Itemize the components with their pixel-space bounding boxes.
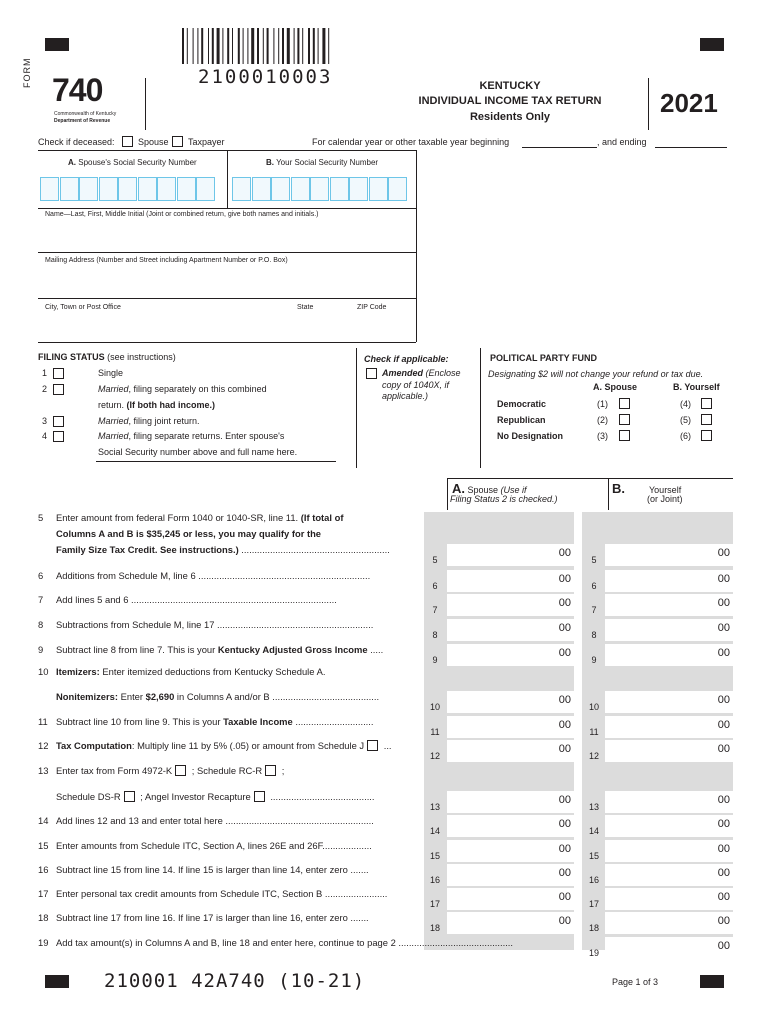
column-a-cents: 00 <box>558 915 571 927</box>
party-name: Republican <box>497 415 546 425</box>
deceased-spouse-label: Spouse <box>138 137 169 147</box>
column-a-line-number: 16 <box>429 875 440 885</box>
tax-line-number: 8 <box>38 619 44 630</box>
barcode-bar <box>201 28 203 64</box>
ssn-digit-box[interactable] <box>271 177 290 201</box>
your-ssn-letter: B. <box>266 158 274 167</box>
tax-line-text: Subtract line 17 from line 16. If line 17 is larger than line 16, enter zero ....... <box>56 912 369 923</box>
tax-line-text: Add lines 12 and 13 and enter total here ......................................................... <box>56 815 374 826</box>
barcode-bar <box>313 28 315 64</box>
barcode-bar <box>227 28 229 64</box>
column-a-line-number: 13 <box>429 802 440 812</box>
column-b-cents: 00 <box>717 843 730 855</box>
ssn-digit-box[interactable] <box>310 177 329 201</box>
ssn-digit-box[interactable] <box>252 177 271 201</box>
barcode-bar <box>328 28 329 64</box>
tax-line-number: 6 <box>38 570 44 581</box>
barcode-bar <box>318 28 319 64</box>
tax-line <box>38 544 390 555</box>
tax-line-text: Schedule DS-R <box>56 791 121 802</box>
year-begin-field[interactable] <box>522 147 597 148</box>
state-label: State <box>297 304 314 311</box>
column-a-label: Spouse <box>467 485 499 495</box>
column-a-cents: 00 <box>558 597 571 609</box>
page-number: Page 1 of 3 <box>612 977 659 987</box>
tax-line-bold: (If total of <box>300 512 344 523</box>
rule <box>38 208 416 209</box>
tax-line-text: Additions from Schedule M, line 6 .................................................................. <box>56 570 371 581</box>
footer-code: 210001 42A740 (10-21) <box>104 970 366 992</box>
party-option-spouse-num: (1) <box>597 399 608 409</box>
spouse-ssn-label <box>68 158 197 167</box>
column-a-note: (Use if <box>498 485 527 495</box>
zip-label: ZIP Code <box>357 304 387 311</box>
agency-line2: Department of Revenue <box>54 118 111 124</box>
column-a-line-number: 15 <box>429 851 440 861</box>
column-a-letter: A. <box>452 481 465 496</box>
rule <box>447 478 448 510</box>
party-col-a: A. Spouse <box>593 382 638 392</box>
title-line2: INDIVIDUAL INCOME TAX RETURN <box>418 95 602 107</box>
deceased-taxpayer-label: Taxpayer <box>188 137 225 147</box>
your-ssn-text: Your Social Security Number <box>276 158 379 167</box>
barcode-bar <box>294 28 295 64</box>
barcode-bar <box>232 28 233 64</box>
rule <box>416 150 417 342</box>
column-a-cents: 00 <box>558 694 571 706</box>
column-b-letter: B. <box>612 481 625 496</box>
filing-status-text: return. (If both had income.) <box>98 400 216 410</box>
column-b-line-number: 10 <box>588 702 599 712</box>
rule <box>38 252 416 253</box>
barcode-bar <box>287 28 290 64</box>
tax-line-text: Add tax amount(s) in Columns A and B, line 18 and enter here, continue to page 2 ............................................ <box>56 937 514 948</box>
tax-line <box>38 570 370 581</box>
tax-line-number: 18 <box>38 912 49 923</box>
tax-line <box>38 840 372 851</box>
column-b-cents: 00 <box>717 891 730 903</box>
tax-line <box>38 912 369 923</box>
party-checkbox-spouse[interactable] <box>619 414 630 425</box>
barcode-number: 2100010003 <box>198 66 333 88</box>
tax-line-text: Enter tax from Form 4972-K <box>56 765 173 776</box>
amended-title: Amended <box>382 368 424 378</box>
column-b-line-number: 12 <box>588 751 599 761</box>
tax-line-text2: ... <box>381 740 392 751</box>
ssn-digit-box[interactable] <box>60 177 79 201</box>
header-divider <box>145 78 146 130</box>
ssn-digit-box[interactable] <box>177 177 196 201</box>
barcode-bar <box>247 28 248 64</box>
spouse-ssn-letter: A. <box>68 158 76 167</box>
party-option-yourself-num: (6) <box>680 431 691 441</box>
party-option-yourself-num: (4) <box>680 399 691 409</box>
tax-line-bold: Taxable Income <box>223 716 293 727</box>
ssn-digit-box[interactable] <box>138 177 157 201</box>
deceased-spouse-checkbox[interactable] <box>122 136 133 147</box>
tax-line-number: 10 <box>38 666 49 677</box>
column-b-cents: 00 <box>717 743 730 755</box>
tax-line-text: Enter <box>118 691 146 702</box>
tax-line-text: Subtract line 8 from line 7. This is your <box>56 644 218 655</box>
column-b-label: Yourself <box>649 485 682 495</box>
column-a-cents: 00 <box>558 743 571 755</box>
filing-status-number: 3 <box>42 416 48 426</box>
amended-line3: applicable.) <box>382 391 429 401</box>
barcode-bar <box>278 28 279 64</box>
tax-line-text2: .............................. <box>292 716 374 727</box>
column-b-cents: 00 <box>717 915 730 927</box>
filing-status-checkbox[interactable] <box>53 431 64 442</box>
column-b-line-number: 16 <box>588 875 599 885</box>
tax-line-bold: Itemizers: <box>56 666 100 677</box>
filing-status-note: (see instructions) <box>104 352 176 362</box>
tax-line-text: ......................................................... <box>238 544 390 555</box>
agency-line1: Commonwealth of Kentucky <box>54 111 117 117</box>
column-a-cents: 00 <box>558 647 571 659</box>
registration-mark <box>45 38 69 51</box>
column-a-cents: 00 <box>558 719 571 731</box>
party-checkbox-spouse[interactable] <box>619 430 630 441</box>
column-b-line-number: 15 <box>588 851 599 861</box>
ssn-digit-box[interactable] <box>196 177 215 201</box>
barcode-bar <box>217 28 220 64</box>
column-a-line-number: 5 <box>432 555 438 565</box>
your-ssn-label <box>266 158 378 167</box>
amended-label <box>382 368 461 378</box>
tax-line-number: 19 <box>38 937 49 948</box>
filing-status-number: 1 <box>42 368 48 378</box>
ssn-digit-box[interactable] <box>291 177 310 201</box>
filing-status-lead: Married <box>98 416 129 426</box>
title-line3: Residents Only <box>469 111 551 123</box>
column-b-cents: 00 <box>717 940 730 952</box>
column-a-cents: 00 <box>558 818 571 830</box>
column-a-line-number: 9 <box>432 655 438 665</box>
column-a-line-number: 17 <box>429 899 440 909</box>
column-b-cents: 00 <box>717 694 730 706</box>
tax-line-text: Add lines 5 and 6 ............................................................................... <box>56 594 337 605</box>
column-a-line-number: 11 <box>430 727 440 737</box>
party-option-spouse-num: (3) <box>597 431 608 441</box>
party-fund-title: POLITICAL PARTY FUND <box>490 353 598 363</box>
inline-checkbox[interactable] <box>265 765 276 776</box>
column-b-cents: 00 <box>717 719 730 731</box>
barcode-bar <box>243 28 244 64</box>
barcode <box>180 28 368 68</box>
barcode-bar <box>238 28 240 64</box>
column-b-cents: 00 <box>717 622 730 634</box>
tax-line-text: Enter personal tax credit amounts from Schedule ITC, Section B ........................ <box>56 888 388 899</box>
party-checkbox-yourself[interactable] <box>701 398 712 409</box>
tax-line <box>38 791 375 802</box>
tax-line-text: Subtract line 10 from line 9. This is your <box>56 716 224 727</box>
party-option-spouse-num: (2) <box>597 415 608 425</box>
tax-line-bold: Tax Computation <box>56 740 132 751</box>
column-a-cents: 00 <box>558 843 571 855</box>
tax-line-text2: in Columns A and/or B ......................................... <box>174 691 380 702</box>
amended-note: (Enclose <box>423 368 461 378</box>
column-b-line-number: 8 <box>591 630 597 640</box>
check-applicable-title: Check if applicable: <box>364 354 449 364</box>
tax-line-text3: ; <box>279 765 285 776</box>
ssn-digit-box[interactable] <box>369 177 388 201</box>
column-b-line-number: 5 <box>591 555 597 565</box>
year-end-field[interactable] <box>655 147 727 148</box>
rule <box>356 348 357 468</box>
column-b-line-number: 13 <box>588 802 599 812</box>
name-label: Name—Last, First, Middle Initial (Joint or combined return, give both names and initials.) <box>45 211 319 218</box>
column-b-cents: 00 <box>717 547 730 559</box>
barcode-bar <box>222 28 223 64</box>
ssn-digit-box[interactable] <box>232 177 251 201</box>
column-b-line-number: 17 <box>588 899 599 909</box>
city-label: City, Town or Post Office <box>45 304 121 311</box>
rule <box>608 478 609 510</box>
tax-line <box>38 512 343 523</box>
barcode-bar <box>308 28 310 64</box>
barcode-bar <box>282 28 284 64</box>
amended-line2: copy of 1040X, if <box>382 380 450 390</box>
barcode-bar <box>187 28 188 64</box>
column-a-line-number: 7 <box>432 605 438 615</box>
tax-line-text: Enter amount from federal Form 1040 or 1040-SR, line 11. <box>56 512 301 523</box>
barcode-bar <box>197 28 198 64</box>
column-b-cents: 00 <box>717 818 730 830</box>
filing-status-lead: Married <box>98 384 129 394</box>
filing-status-text: Married, filing separate returns. Enter spouse's <box>98 431 285 441</box>
ssn-digit-box[interactable] <box>79 177 98 201</box>
tax-line-number: 11 <box>38 716 48 727</box>
year-divider <box>648 78 649 130</box>
ssn-digit-box[interactable] <box>157 177 176 201</box>
filing-status-title: FILING STATUS <box>38 352 105 362</box>
barcode-bar <box>182 28 184 64</box>
inline-checkbox[interactable] <box>124 791 135 802</box>
filing-status-number: 2 <box>42 384 48 394</box>
form-label: FORM <box>22 57 32 88</box>
ssn-digit-box[interactable] <box>330 177 349 201</box>
tax-line-text2: ; Angel Investor Recapture <box>137 791 251 802</box>
tax-line <box>38 815 374 826</box>
tax-line-bold: Family Size Tax Credit. See instructions.) <box>56 544 239 555</box>
column-a-line-number: 10 <box>429 702 440 712</box>
form-number: 740 <box>52 72 103 108</box>
barcode-bar <box>297 28 299 64</box>
tax-line-text2: ..... <box>367 644 384 655</box>
barcode-bar <box>251 28 254 64</box>
party-checkbox-spouse[interactable] <box>619 398 630 409</box>
tax-line-text2: ; Schedule RC-R <box>189 765 263 776</box>
column-a-cents: 00 <box>558 547 571 559</box>
filing-status-checkbox[interactable] <box>53 384 64 395</box>
filing-status-bold: (If both had income.) <box>126 400 216 410</box>
tax-line-number: 16 <box>38 864 49 875</box>
column-a-cents: 00 <box>558 891 571 903</box>
barcode-bar <box>273 28 274 64</box>
column-a-line-number: 14 <box>429 826 440 836</box>
column-b-cents: 00 <box>717 647 730 659</box>
barcode-bar <box>257 28 259 64</box>
column-b-line-number: 11 <box>589 727 599 737</box>
tax-year: 2021 <box>660 88 718 118</box>
tax-line-number: 15 <box>38 840 49 851</box>
rule <box>227 150 228 208</box>
column-b-line-number: 14 <box>588 826 599 836</box>
tax-line <box>38 716 374 727</box>
registration-mark <box>700 975 724 988</box>
column-a-line-number: 12 <box>429 751 440 761</box>
calendar-year-text: For calendar year or other taxable year beginning <box>312 137 510 147</box>
filing-status-text: Single <box>98 368 124 378</box>
filing-status-lead: Married <box>98 431 129 441</box>
tax-line <box>38 740 392 751</box>
tax-line-number: 14 <box>38 815 49 826</box>
party-name: No Designation <box>497 431 564 441</box>
column-a-line-number: 8 <box>432 630 438 640</box>
column-a-note2: Filing Status 2 is checked.) <box>450 494 558 504</box>
tax-line <box>38 528 321 539</box>
tax-line-bold: Columns A and B is $35,245 or less, you may qualify for the <box>56 528 322 539</box>
inline-checkbox[interactable] <box>254 791 265 802</box>
party-checkbox-yourself[interactable] <box>701 414 712 425</box>
tax-line <box>38 937 513 948</box>
tax-line-bold2: $2,690 <box>145 691 175 702</box>
ssn-digit-box[interactable] <box>40 177 59 201</box>
tax-line-text3: ........................................ <box>267 791 375 802</box>
column-a-cents: 00 <box>558 622 571 634</box>
filing-status-text: Married, filing separately on this combined <box>98 384 267 394</box>
column-b-cents: 00 <box>717 867 730 879</box>
filing-status-number: 4 <box>42 431 48 441</box>
tax-line-bold: Kentucky Adjusted Gross Income <box>217 644 368 655</box>
tax-line-text: Subtractions from Schedule M, line 17 ............................................................ <box>56 619 374 630</box>
amended-checkbox[interactable] <box>366 368 377 379</box>
column-a-cents: 00 <box>558 573 571 585</box>
registration-mark <box>45 975 69 988</box>
barcode-bar <box>267 28 269 64</box>
party-checkbox-yourself[interactable] <box>701 430 712 441</box>
tax-line-number: 5 <box>38 512 44 523</box>
barcode-bar <box>208 28 209 64</box>
column-b-line-number: 7 <box>591 605 597 615</box>
ssn-digit-box[interactable] <box>99 177 118 201</box>
deceased-label: Check if deceased: <box>38 137 115 147</box>
tax-line <box>38 888 387 899</box>
registration-mark <box>700 38 724 51</box>
filing-status-text: Married, filing joint return. <box>98 416 200 426</box>
filing-status-heading <box>38 352 176 362</box>
rule <box>38 298 416 299</box>
tax-line <box>38 864 369 875</box>
tax-line-bold: Nonitemizers: <box>56 691 118 702</box>
filing-status-checkbox[interactable] <box>53 368 64 379</box>
tax-line-number: 9 <box>38 644 44 655</box>
tax-line <box>38 644 383 655</box>
column-b-cents: 00 <box>717 573 730 585</box>
barcode-bar <box>212 28 214 64</box>
party-option-yourself-num: (5) <box>680 415 691 425</box>
tax-line-number: 17 <box>38 888 49 899</box>
column-b-line-number: 6 <box>591 581 597 591</box>
rule <box>480 348 481 468</box>
tax-line <box>38 765 284 776</box>
filing-status-checkbox[interactable] <box>53 416 64 427</box>
party-col-b: B. Yourself <box>673 382 720 392</box>
inline-checkbox[interactable] <box>367 740 378 751</box>
ending-text: , and ending <box>597 137 647 147</box>
ssn-digit-box[interactable] <box>118 177 137 201</box>
column-a-cents: 00 <box>558 867 571 879</box>
tax-line-text: Enter itemized deductions from Kentucky Schedule A. <box>99 666 326 677</box>
column-a-line-number: 18 <box>429 923 440 933</box>
column-a-line-number: 6 <box>432 581 438 591</box>
tax-line-text: Enter amounts from Schedule ITC, Section A, lines 26E and 26F................... <box>56 840 372 851</box>
inline-checkbox[interactable] <box>175 765 186 776</box>
column-b-cents: 00 <box>717 597 730 609</box>
barcode-bar <box>302 28 303 64</box>
rule <box>447 478 733 479</box>
deceased-taxpayer-checkbox[interactable] <box>172 136 183 147</box>
address-label: Mailing Address (Number and Street including Apartment Number or P.O. Box) <box>45 257 288 264</box>
party-fund-note: Designating $2 will not change your refund or tax due. <box>488 369 704 379</box>
tax-line <box>38 619 373 630</box>
tax-line-number: 13 <box>38 765 49 776</box>
filing-status-text: Social Security number above and full name here. <box>98 447 298 457</box>
ssn-digit-box[interactable] <box>349 177 368 201</box>
tax-line <box>38 666 325 677</box>
column-b-line-number: 9 <box>591 655 597 665</box>
barcode-bar <box>193 28 194 64</box>
party-name: Democratic <box>497 399 547 409</box>
ssn-digit-box[interactable] <box>388 177 407 201</box>
column-a-cents: 00 <box>558 794 571 806</box>
barcode-bar <box>263 28 264 64</box>
column-b-cents: 00 <box>717 794 730 806</box>
tax-line-number: 12 <box>38 740 49 751</box>
column-b-line-number: 19 <box>588 948 599 958</box>
barcode-bar <box>322 28 325 64</box>
rule <box>38 342 416 343</box>
column-b-note: (or Joint) <box>647 494 683 504</box>
title-line1: KENTUCKY <box>479 80 541 92</box>
tax-line-text: Subtract line 15 from line 14. If line 15 is larger than line 14, enter zero ....... <box>56 864 369 875</box>
spouse-ssn-text: Spouse's Social Security Number <box>78 158 197 167</box>
tax-line-number: 7 <box>38 594 44 605</box>
tax-line <box>38 594 337 605</box>
column-b-line-number: 18 <box>588 923 599 933</box>
tax-line <box>38 691 379 702</box>
tax-line-text: : Multiply line 11 by 5% (.05) or amount from Schedule J <box>131 740 365 751</box>
spouse-name-field[interactable] <box>96 461 336 462</box>
